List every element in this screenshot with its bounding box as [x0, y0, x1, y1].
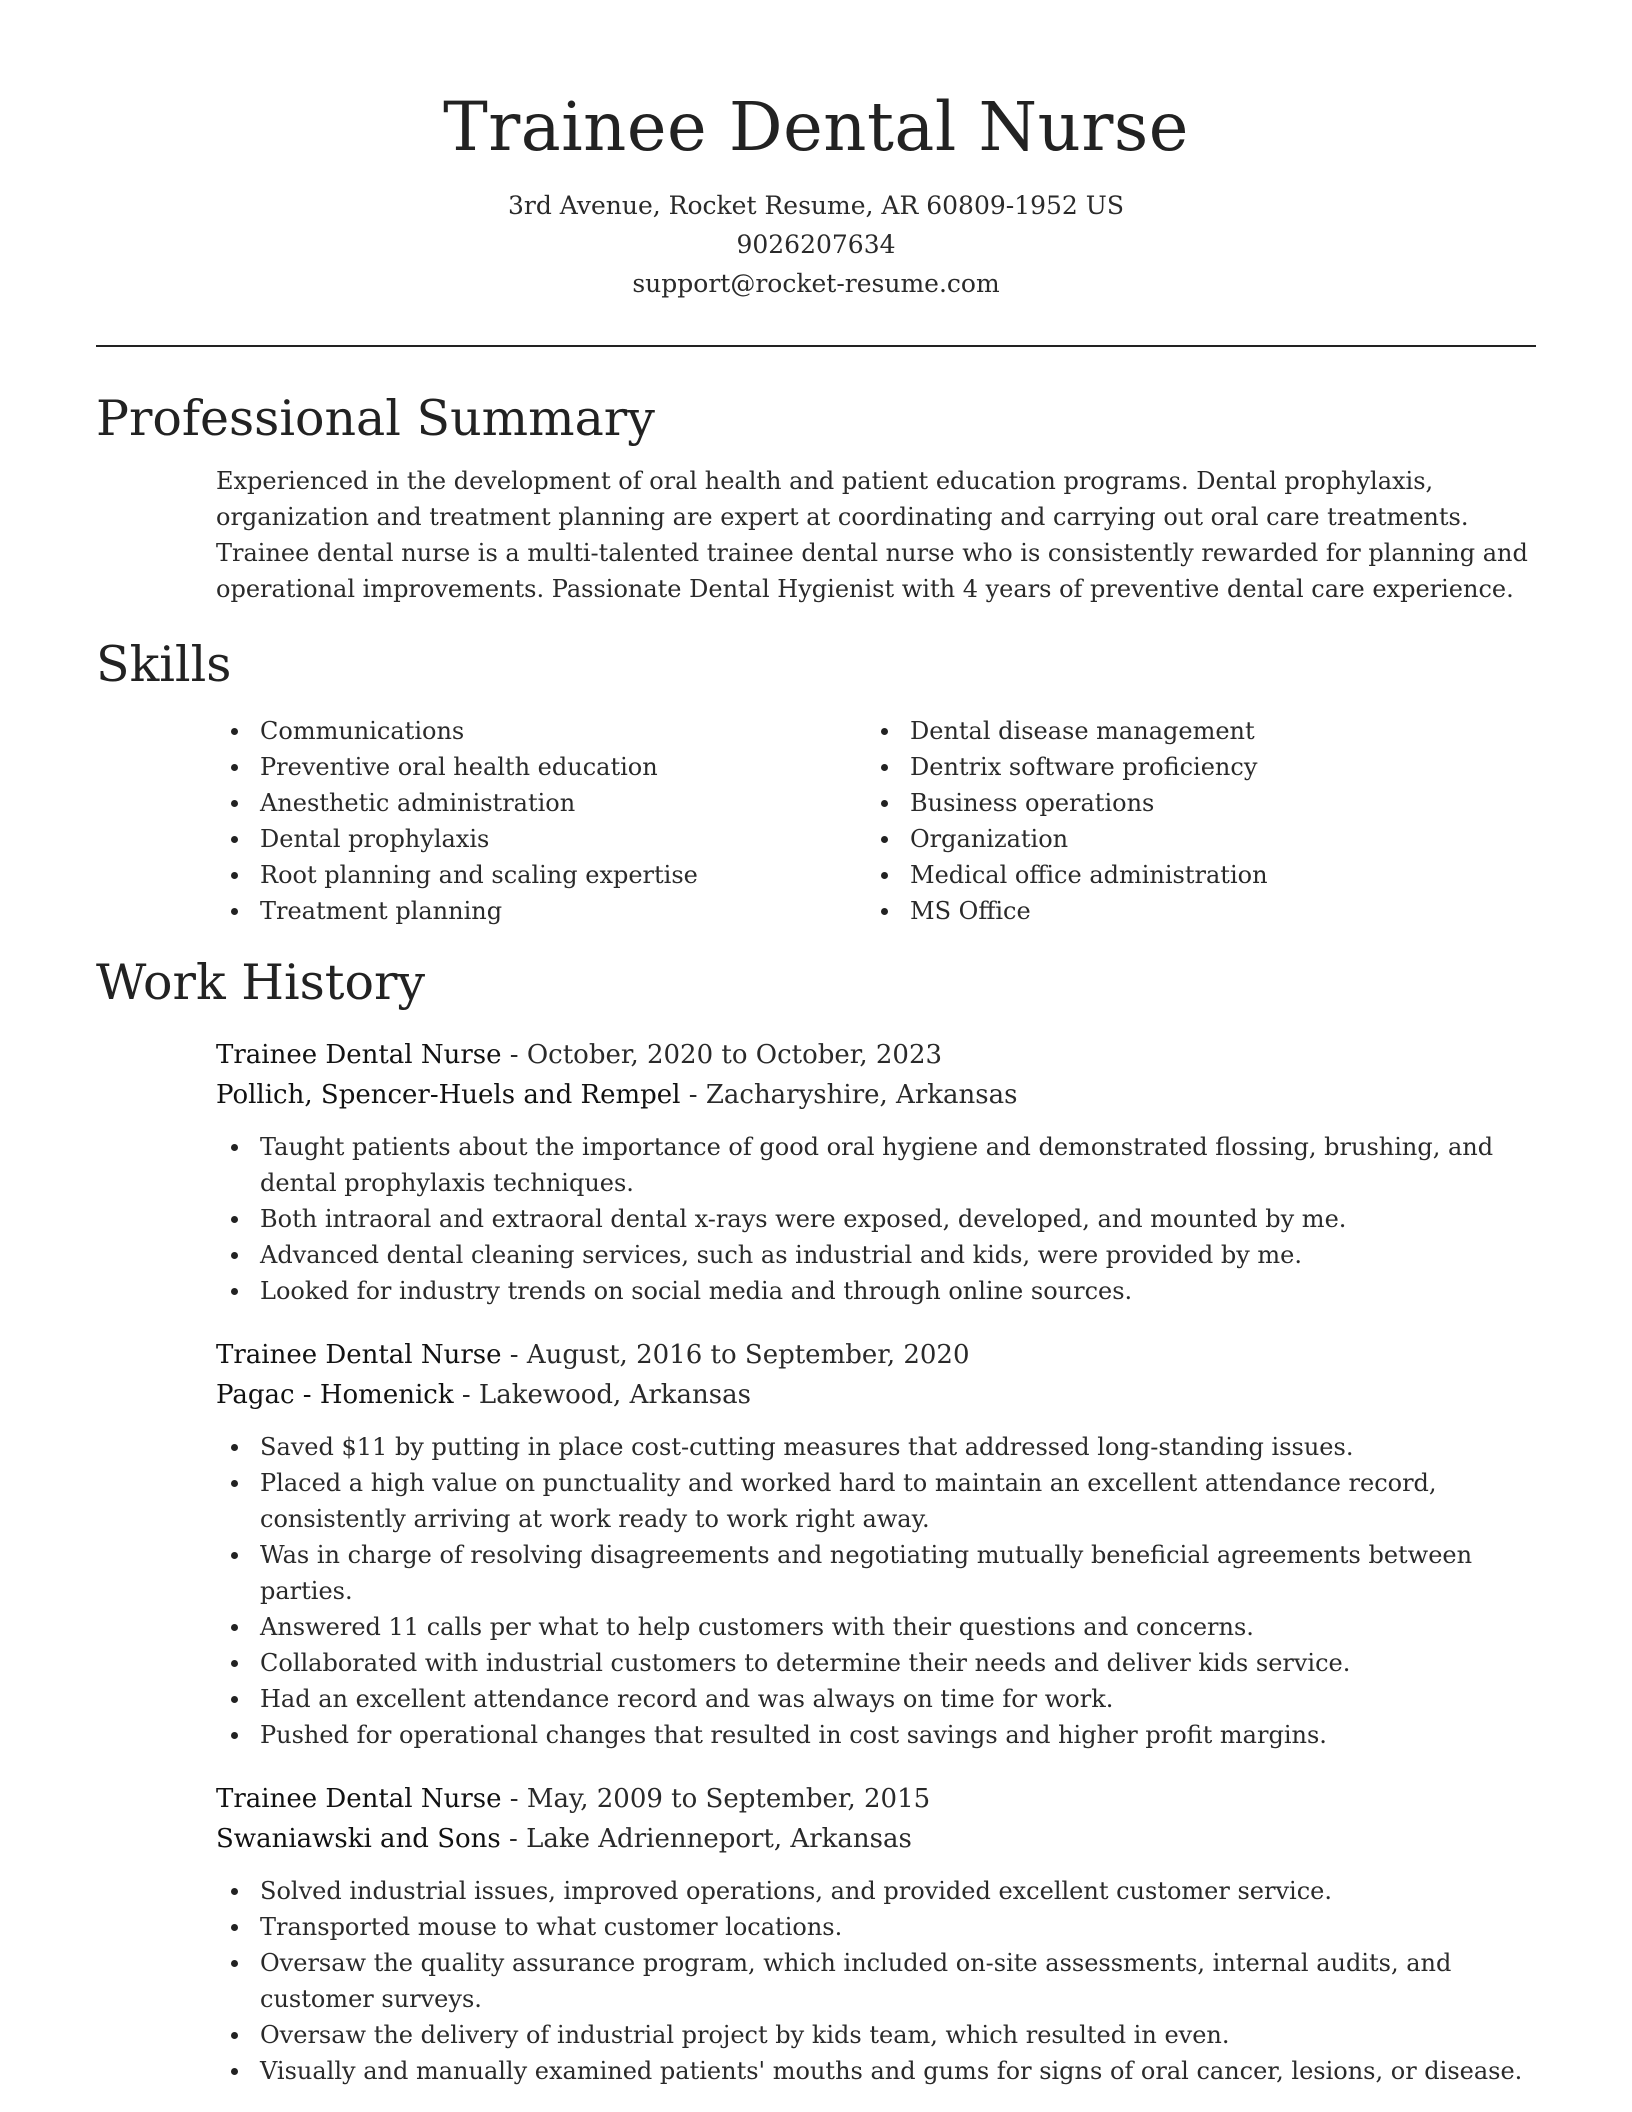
job-company-line	[216, 1819, 1536, 1859]
separator: -	[509, 1824, 527, 1854]
job-dates: August, 2016 to September, 2020	[526, 1340, 970, 1370]
job-bullet: Pushed for operational changes that resulted in cost savings and higher profit margins.	[216, 1717, 1536, 1753]
job-bullets	[216, 1129, 1536, 1309]
separator: -	[688, 1080, 706, 1110]
skill-item: Dentrix software proficiency	[866, 749, 1516, 785]
skill-item: Anesthetic administration	[216, 785, 866, 821]
job-role: Trainee Dental Nurse	[216, 1040, 502, 1070]
skill-item: Treatment planning	[216, 893, 866, 929]
job-title-line	[216, 1035, 1536, 1075]
job-bullet: Both intraoral and extraoral dental x-rays were exposed, developed, and mounted by me.	[216, 1201, 1536, 1237]
skill-item: Communications	[216, 713, 866, 749]
job-bullet: Advanced dental cleaning services, such as industrial and kids, were provided by me.	[216, 1237, 1536, 1273]
skill-item: MS Office	[866, 893, 1516, 929]
job-dates: October, 2020 to October, 2023	[526, 1040, 943, 1070]
job-entry	[216, 1335, 1536, 1753]
job-company-line	[216, 1375, 1536, 1415]
skill-item: Root planning and scaling expertise	[216, 857, 866, 893]
summary-text: Experienced in the development of oral health and patient education programs. Dental prophylaxis, organization and treatment planning are expert at coordinating and carrying out oral care treatments. Trainee dental nurse is a multi-talented trainee dental nurse who is consistently rewarded for planning and operational improvements. Passionate Dental Hygienist with 4 years of preventive dental care experience.	[216, 467, 1528, 603]
email: support@rocket-resume.com	[632, 269, 1000, 298]
job-bullet: Collaborated with industrial customers to determine their needs and deliver kids service.	[216, 1645, 1536, 1681]
separator: -	[461, 1380, 479, 1410]
job-bullets	[216, 1429, 1536, 1753]
separator: -	[509, 1784, 527, 1814]
separator: -	[509, 1040, 527, 1070]
job-company-line	[216, 1075, 1536, 1115]
contact-block	[96, 186, 1536, 303]
resume-page	[96, 0, 1536, 2089]
phone: 9026207634	[736, 230, 896, 259]
job-title-line	[216, 1335, 1536, 1375]
job-company: Pagac - Homenick	[216, 1380, 454, 1410]
resume-header	[96, 0, 1536, 303]
address: 3rd Avenue, Rocket Resume, AR 60809-1952 US	[508, 191, 1124, 220]
job-role: Trainee Dental Nurse	[216, 1784, 502, 1814]
skill-item: Medical office administration	[866, 857, 1516, 893]
job-bullet: Solved industrial issues, improved operations, and provided excellent customer service.	[216, 1873, 1536, 1909]
job-bullet: Was in charge of resolving disagreements and negotiating mutually beneficial agreements between parties.	[216, 1537, 1536, 1609]
job-entry	[216, 1779, 1536, 2089]
job-bullet: Oversaw the quality assurance program, which included on-site assessments, internal audits, and customer surveys.	[216, 1945, 1536, 2017]
job-bullet: Oversaw the delivery of industrial project by kids team, which resulted in even.	[216, 2017, 1536, 2053]
skill-item: Preventive oral health education	[216, 749, 866, 785]
job-bullet: Taught patients about the importance of good oral hygiene and demonstrated flossing, brushing, and dental prophylaxis techniques.	[216, 1129, 1536, 1201]
job-bullet: Looked for industry trends on social media and through online sources.	[216, 1273, 1536, 1309]
section-title-summary: Professional Summary	[96, 390, 655, 447]
job-dates: May, 2009 to September, 2015	[526, 1784, 931, 1814]
section-title-work-history: Work History	[96, 954, 426, 1011]
skills-column-left	[216, 713, 866, 929]
job-bullet: Transported mouse to what customer locations.	[216, 1909, 1536, 1945]
job-bullet: Answered 11 calls per what to help customers with their questions and concerns.	[216, 1609, 1536, 1645]
job-bullets	[216, 1873, 1536, 2089]
job-location: Lake Adrienneport, Arkansas	[526, 1824, 912, 1854]
job-location: Zacharyshire, Arkansas	[705, 1080, 1018, 1110]
job-bullet: Placed a high value on punctuality and worked hard to maintain an excellent attendance record, consistently arriving at work ready to work right away.	[216, 1465, 1536, 1537]
separator: -	[509, 1340, 527, 1370]
job-entry	[216, 1035, 1536, 1309]
skill-item: Business operations	[866, 785, 1516, 821]
job-bullet: Saved $11 by putting in place cost-cutting measures that addressed long-standing issues.	[216, 1429, 1536, 1465]
job-company: Pollich, Spencer-Huels and Rempel	[216, 1080, 681, 1110]
job-location: Lakewood, Arkansas	[478, 1380, 751, 1410]
job-company: Swaniawski and Sons	[216, 1824, 501, 1854]
skills-list	[216, 713, 1536, 929]
header-divider	[96, 345, 1536, 347]
section-title-skills: Skills	[96, 636, 232, 693]
candidate-name: Trainee Dental Nurse	[443, 88, 1189, 166]
skill-item: Dental prophylaxis	[216, 821, 866, 857]
skill-item: Dental disease management	[866, 713, 1516, 749]
job-bullet: Had an excellent attendance record and was always on time for work.	[216, 1681, 1536, 1717]
skill-item: Organization	[866, 821, 1516, 857]
skills-column-right	[866, 713, 1516, 929]
job-role: Trainee Dental Nurse	[216, 1340, 502, 1370]
job-bullet: Visually and manually examined patients' mouths and gums for signs of oral cancer, lesions, or disease.	[216, 2053, 1536, 2089]
job-title-line	[216, 1779, 1536, 1819]
